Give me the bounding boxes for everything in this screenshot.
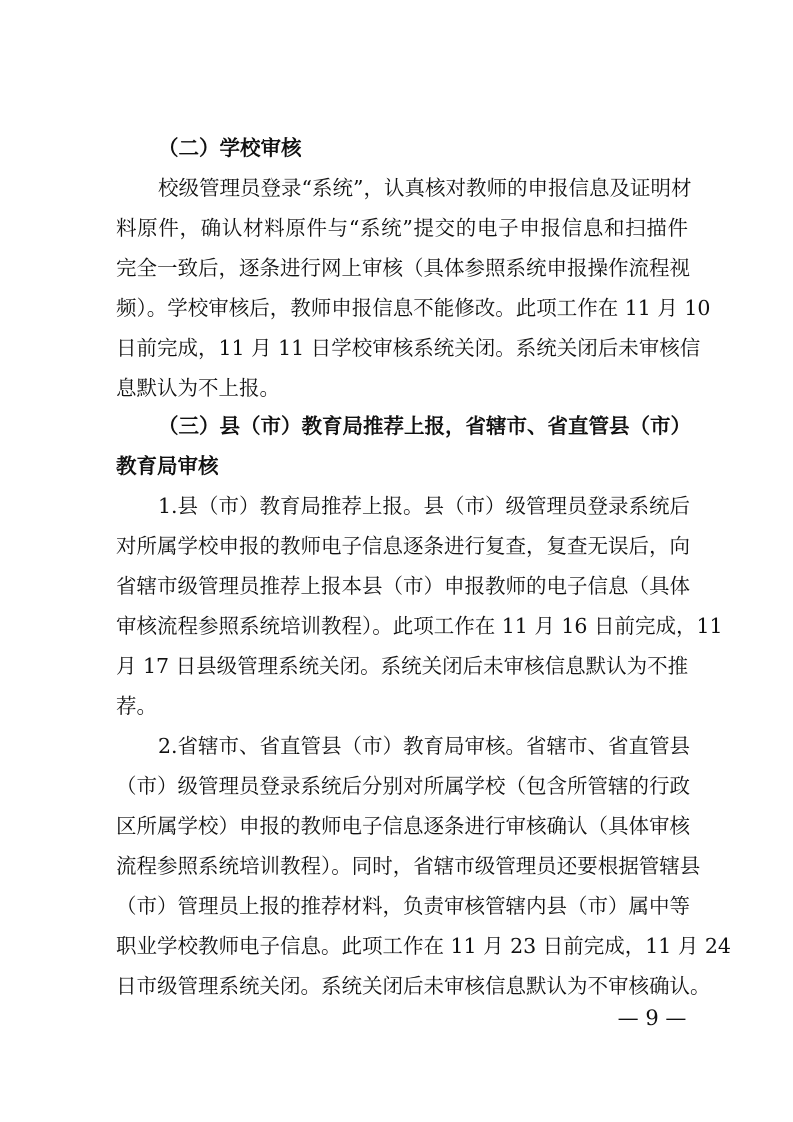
section-heading-county-review: （三）县（市）教育局推荐上报，省辖市、省直管县（市）	[158, 414, 691, 438]
paragraph-line: 月 17 日县级管理系统关闭。系统关闭后未审核信息默认为不推	[116, 654, 689, 678]
paragraph-line: （市）级管理员登录系统后分别对所属学校（包含所管辖的行政	[116, 774, 690, 798]
paragraph-line: 荐。	[116, 694, 157, 718]
paragraph-line: 1.县（市）教育局推荐上报。县（市）级管理员登录系统后	[158, 494, 691, 518]
paragraph-line: 省辖市级管理员推荐上报本县（市）申报教师的电子信息（具体	[116, 574, 690, 598]
paragraph-line: （市）管理员上报的推荐材料，负责审核管辖内县（市）属中等	[116, 894, 690, 918]
paragraph-line: 流程参照系统培训教程）。同时，省辖市级管理员还要根据管辖县	[116, 854, 701, 878]
paragraph-line: 息默认为不上报。	[116, 376, 280, 400]
section-heading-county-review-cont: 教育局审核	[116, 454, 219, 478]
paragraph-line: 职业学校教师电子信息。此项工作在 11 月 23 日前完成，11 月 24	[116, 934, 731, 958]
section-heading-school-review: （二）学校审核	[158, 136, 302, 160]
page-number: — 9 —	[617, 1006, 687, 1030]
paragraph-line: 完全一致后，逐条进行网上审核（具体参照系统申报操作流程视	[116, 256, 690, 280]
paragraph-line: 日市级管理系统关闭。系统关闭后未审核信息默认为不审核确认。	[116, 974, 711, 998]
paragraph-line: 区所属学校）申报的教师电子信息逐条进行审核确认（具体审核	[116, 814, 690, 838]
paragraph-line: 频）。学校审核后，教师申报信息不能修改。此项工作在 11 月 10	[116, 296, 711, 320]
paragraph-line: 料原件，确认材料原件与“系统”提交的电子申报信息和扫描件	[116, 216, 688, 240]
paragraph-line: 审核流程参照系统培训教程）。此项工作在 11 月 16 日前完成，11	[116, 614, 723, 638]
paragraph-line: 日前完成，11 月 11 日学校审核系统关闭。系统关闭后未审核信	[116, 336, 701, 360]
paragraph-line: 校级管理员登录“系统”，认真核对教师的申报信息及证明材	[158, 176, 692, 200]
paragraph-line: 2.省辖市、省直管县（市）教育局审核。省辖市、省直管县	[158, 734, 691, 758]
paragraph-line: 对所属学校申报的教师电子信息逐条进行复查，复查无误后，向	[116, 534, 690, 558]
